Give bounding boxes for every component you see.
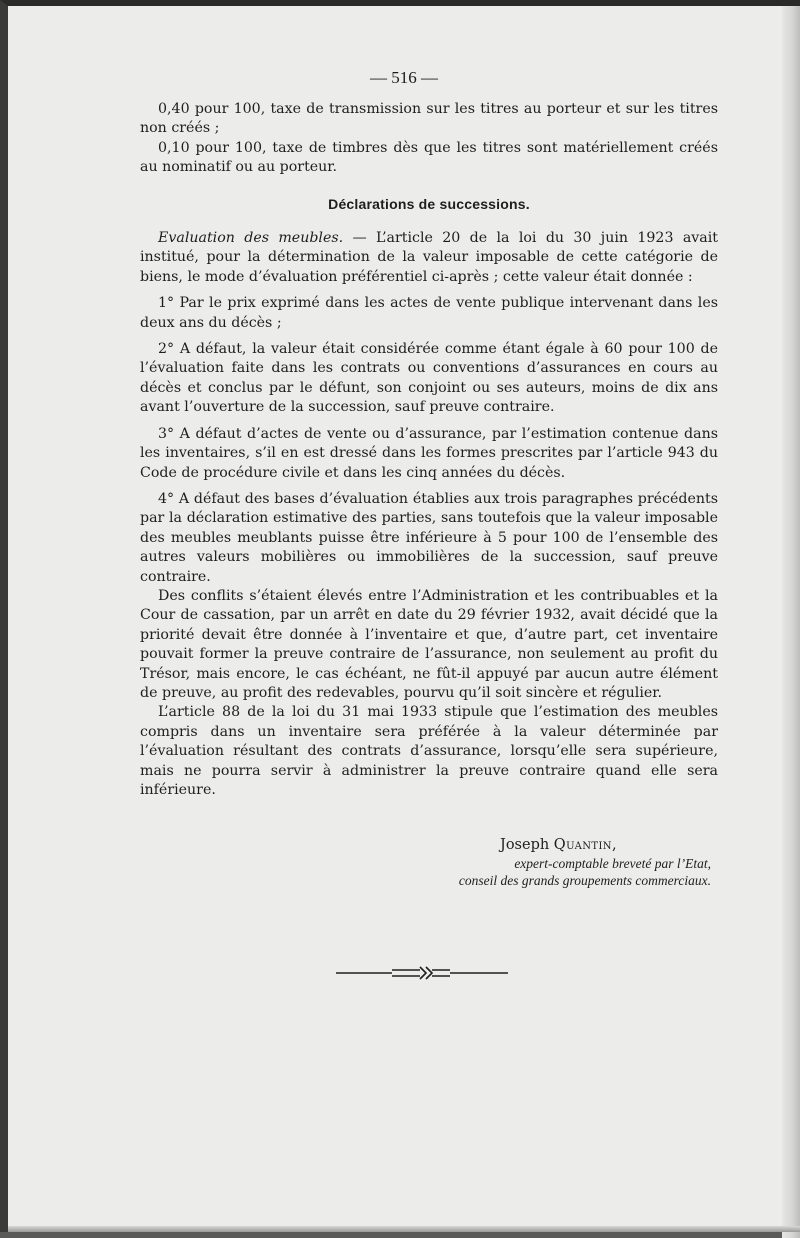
lead-paragraph (140, 229, 718, 287)
intro-paragraph-1: 0,40 pour 100, taxe de transmission sur les titres au porteur et sur les titres non créés ; (140, 101, 718, 137)
article-body (140, 100, 718, 800)
signature-last-name: Quantin (553, 837, 612, 853)
signature-title-line-1: expert-comptable breveté par l’Etat, (514, 856, 711, 871)
signature-title-line-2: conseil des grands groupements commerciaux. (458, 873, 711, 888)
page-edge-shadow (782, 6, 800, 1238)
lead-italic-heading: Evaluation des meubles. (158, 230, 344, 247)
numbered-paragraph-4: 4° A défaut des bases d’évaluation établies aux trois paragraphes précédents par la déclaration estimative des parties, sans toutefois que la valeur imposable des meubles meublants puisse être inférieure à 5 pour 100 de l’ensemble des autres valeurs mobilières ou immobilières de la succession, sauf preuve contraire. (140, 490, 718, 585)
lead-text: — L’article 20 de la loi du 30 juin 1923 avait institué, pour la détermination de la valeur imposable de cette catégorie de biens, le mode d’évaluation préférentiel ci-après ; cette valeur était donnée : (140, 230, 718, 285)
closing-paragraph-2: L’article 88 de la loi du 31 mai 1933 stipule que l’estimation des meubles compris dans un inventaire sera préférée à la valeur déterminée par l’évaluation résultant des contrats d’assurance, lorsqu’elle sera supérieure, mais ne pourra servir à administrer la preuve contraire quand elle sera inférieure. (140, 704, 718, 798)
closing-paragraph-1: Des conflits s’étaient élevés entre l’Administration et les contribuables et la Cour de cassation, par un arrêt en date du 29 février 1932, avait décidé que la priorité devait être donnée à l’inventaire et que, d’autre part, cet inventaire pouvait former la preuve contraire de l’assurance, non seulement au profit du Trésor, mais encore, le cas échéant, ne fût-il appuyé par aucun autre élément de preuve, au profit des redevables, pourvu qu’il soit sincère et régulier. (140, 587, 718, 701)
section-title: Déclarations de successions. (328, 195, 530, 212)
page-number: — 516 — (370, 68, 438, 87)
signature-name-suffix: , (611, 837, 617, 853)
signature-block (368, 836, 711, 889)
numbered-paragraph-3: 3° A défaut d’actes de vente ou d’assurance, par l’estimation contenue dans les inventaires, s’il en est dressé dans les formes prescrites par l’article 943 du Code de procédure civile et dans les cinq années du décès. (140, 425, 718, 481)
signature-first-name: Joseph (500, 837, 554, 853)
numbered-paragraph-2: 2° A défaut, la valeur était considérée comme étant égale à 60 pour 100 de l’évaluation faite dans les contrats ou conventions d’assurances en cours au décès et conclus par le défunt, son conjoint ou ses auteurs, moins de dix ans avant l’ouverture de la succession, sauf preuve contraire. (140, 341, 718, 416)
intro-paragraph-2: 0,10 pour 100, taxe de timbres dès que les titres sont matériellement créés au nominatif ou au porteur. (140, 139, 718, 176)
decorative-rule-icon (336, 961, 508, 983)
numbered-paragraph-1: 1° Par le prix exprimé dans les actes de vente publique intervenant dans les deux ans du décès ; (140, 295, 718, 331)
page-bottom-edge (8, 1226, 800, 1232)
signature-name (368, 836, 711, 855)
